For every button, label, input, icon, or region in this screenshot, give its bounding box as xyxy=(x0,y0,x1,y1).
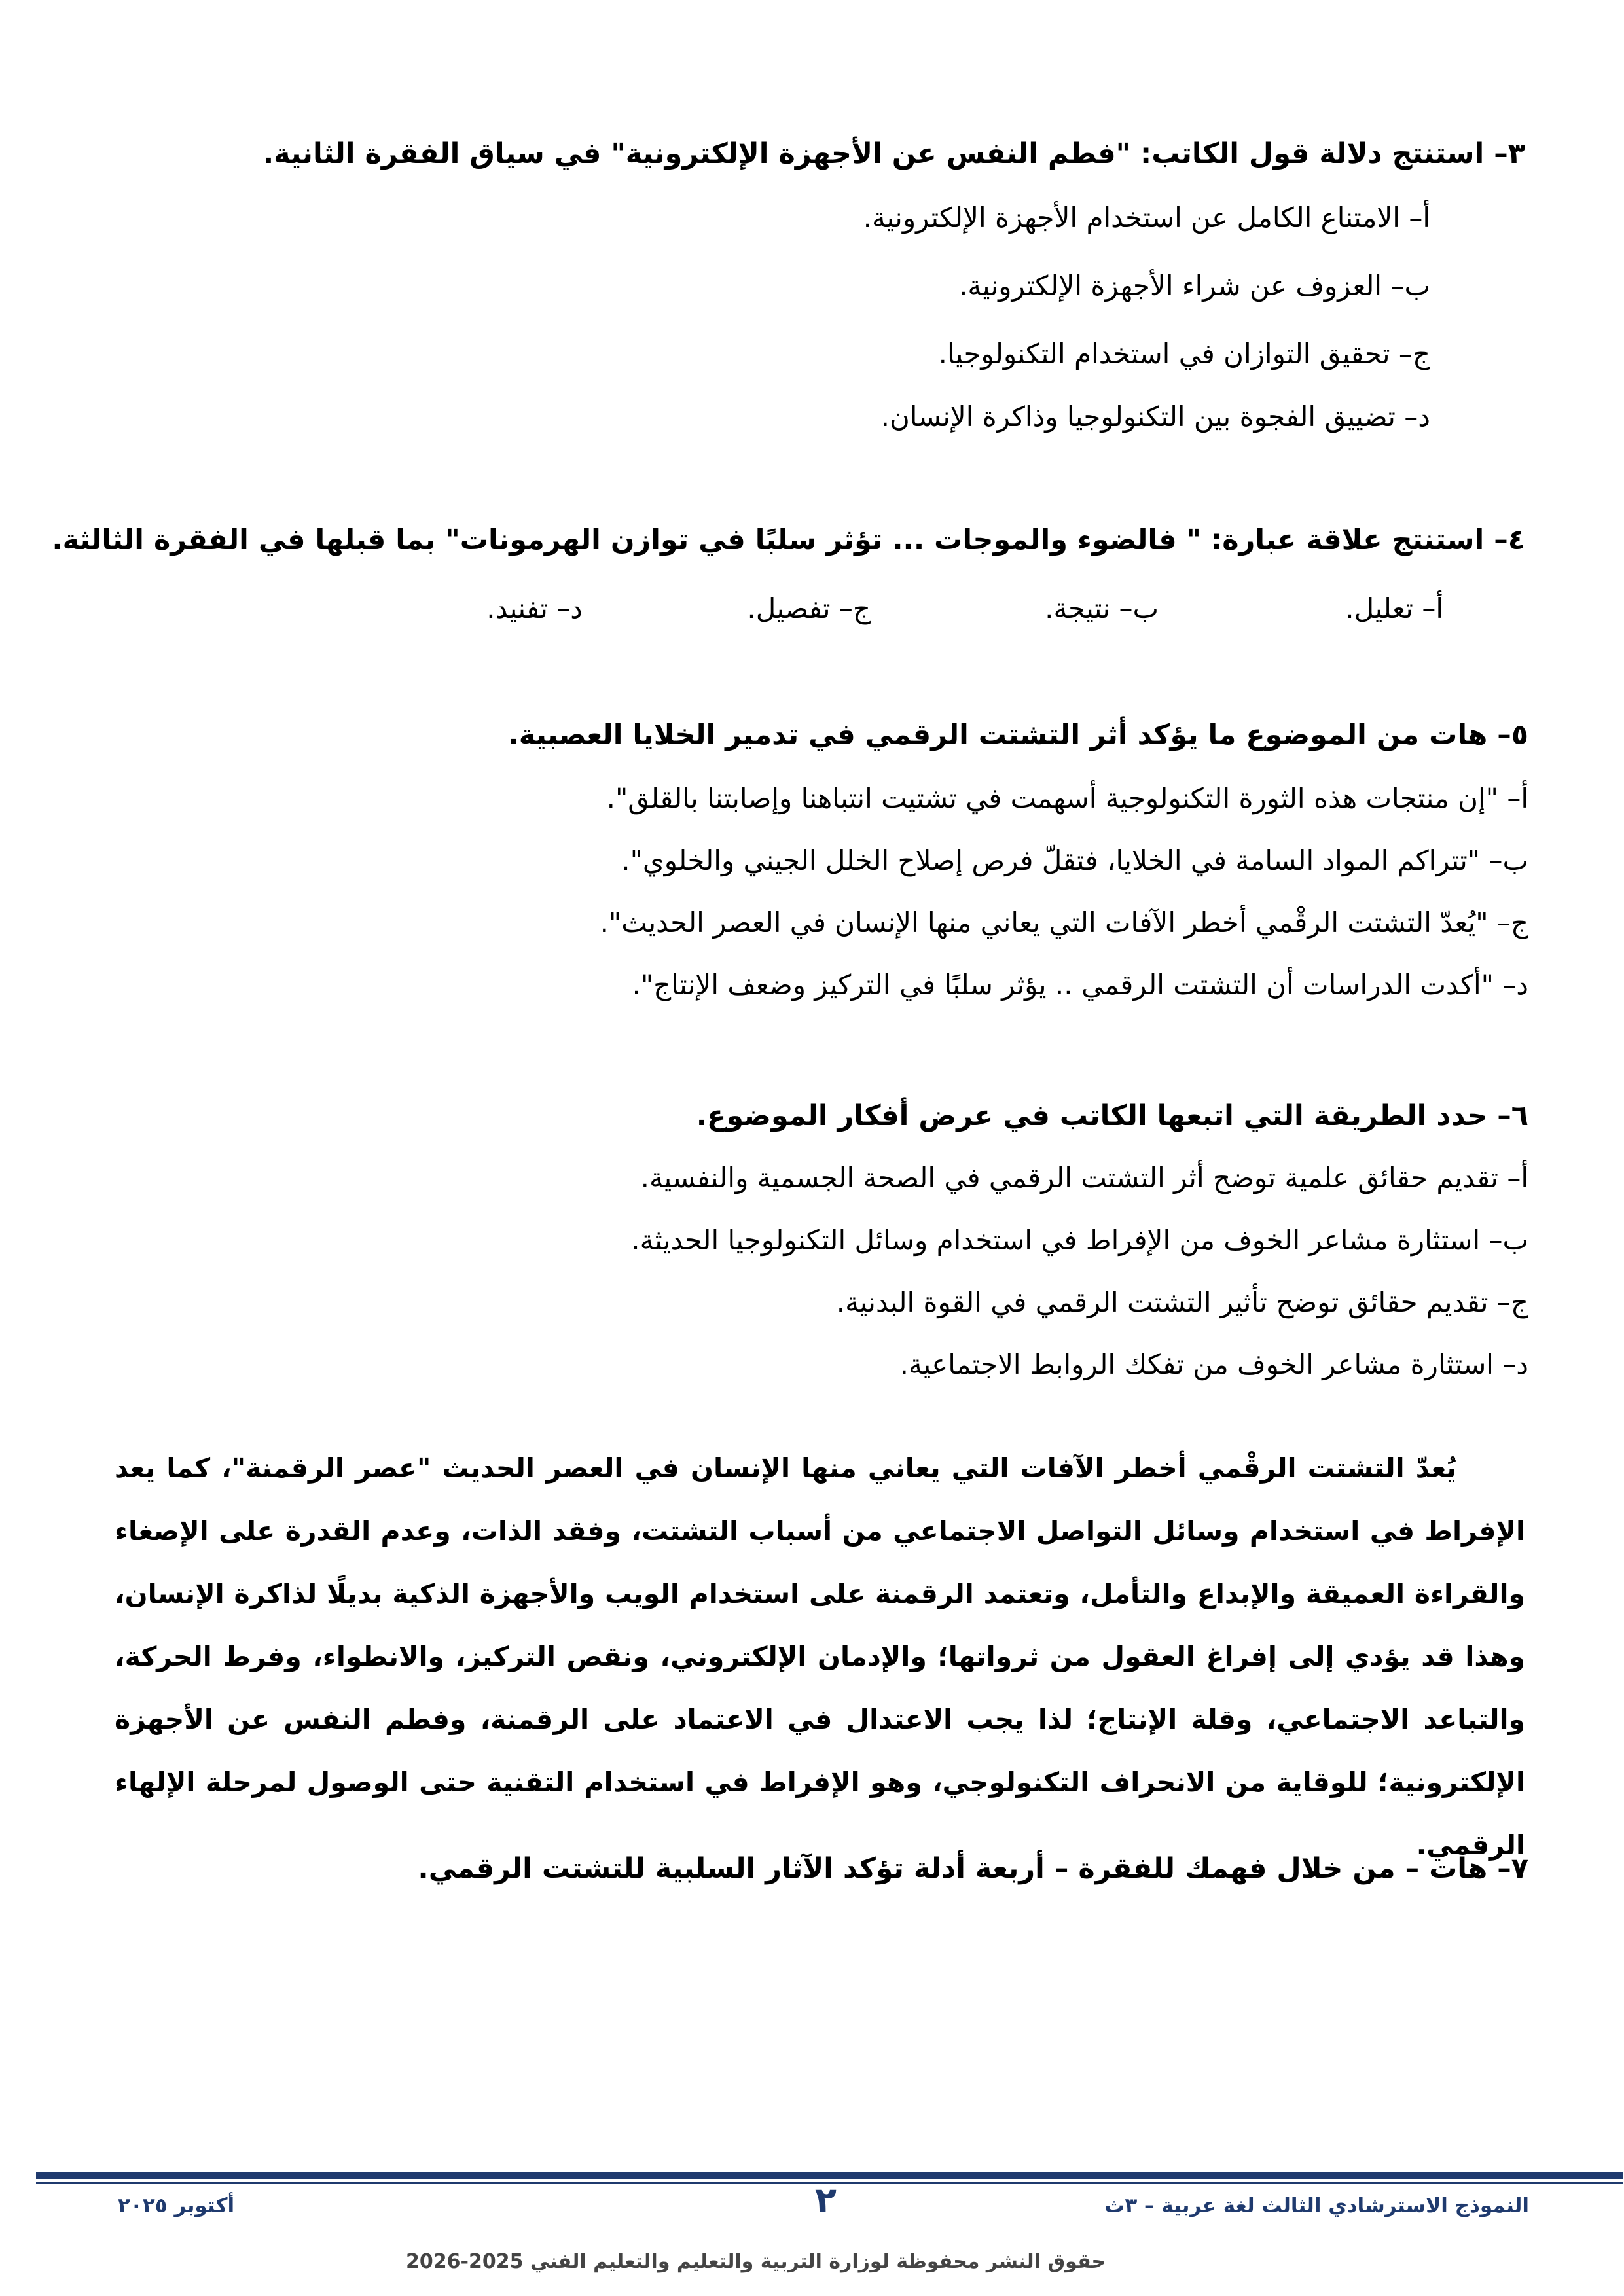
question-5 xyxy=(118,719,1528,753)
question-6-option-d: د– استثارة مشاعر الخوف من تفكك الروابط الاجتماعية. xyxy=(899,1348,1528,1380)
question-3-option-a: أ– الامتناع الكامل عن استخدام الأجهزة الإلكترونية. xyxy=(863,202,1430,234)
question-5-title: ٥– هات من الموضوع ما يؤكد أثر التشتت الرقمي في تدمير الخلايا العصبية. xyxy=(508,719,1528,751)
question-6-title: ٦– حدد الطريقة التي اتبعها الكاتب في عرض أفكار الموضوع. xyxy=(696,1100,1528,1132)
question-5-option-b: ب– "تتراكم المواد السامة في الخلايا، فتقلّ فرص إصلاح الخلل الجيني والخلوي". xyxy=(621,844,1528,876)
footer-exam-title: النموذج الاسترشادي الثالث لغة عربية – ٣ث xyxy=(1104,2194,1529,2217)
question-3-option-d: د– تضييق الفجوة بين التكنولوجيا وذاكرة الإنسان. xyxy=(880,401,1430,433)
question-7-title: ٧– هات – من خلال فهمك للفقرة – أربعة أدلة تؤكد الآثار السلبية للتشتت الرقمي. xyxy=(418,1852,1528,1885)
question-6-option-b: ب– استثارة مشاعر الخوف من الإفراط في استخدام وسائل التكنولوجيا الحديثة. xyxy=(631,1224,1528,1256)
question-3-title: ٣– استنتج دلالة قول الكاتب: "فطم النفس عن الأجهزة الإلكترونية" في سياق الفقرة الثانية. xyxy=(262,137,1525,170)
question-4-option-c: ج– تفصيل. xyxy=(747,592,871,624)
exam-page-content xyxy=(52,0,1528,2147)
question-4 xyxy=(52,524,1525,558)
question-3 xyxy=(115,137,1525,171)
footer-date: أكتوبر ٢٠٢٥ xyxy=(118,2194,235,2217)
footer-divider-thick xyxy=(36,2172,1623,2179)
question-5-option-d: د– "أكدت الدراسات أن التشتت الرقمي .. يؤثر سلبًا في التركيز وضعف الإنتاج". xyxy=(632,969,1528,1001)
question-5-option-a: أ– "إن منتجات هذه الثورة التكنولوجية أسهمت في تشتيت انتباهنا وإصابتنا بالقلق". xyxy=(606,782,1528,814)
question-4-option-b: ب– نتيجة. xyxy=(1045,592,1159,624)
question-7 xyxy=(118,1852,1528,1886)
question-6-option-a: أ– تقديم حقائق علمية توضح أثر التشتت الرقمي في الصحة الجسمية والنفسية. xyxy=(640,1162,1528,1194)
copyright-notice: حقوق النشر محفوظة لوزارة التربية والتعليم والتعليم الفني 2025-2026 xyxy=(406,2250,1106,2273)
question-4-option-d: د– تفنيد. xyxy=(486,592,583,624)
question-3-option-c: ج– تحقيق التوازان في استخدام التكنولوجيا. xyxy=(938,338,1430,370)
question-5-option-c: ج– "يُعدّ التشتت الرقْمي أخطر الآفات التي يعاني منها الإنسان في العصر الحديث". xyxy=(600,906,1528,939)
question-4-option-a: أ– تعليل. xyxy=(1345,592,1443,624)
question-4-title: ٤– استنتج علاقة عبارة: " فالضوء والموجات ... تؤثر سلبًا في توازن الهرمونات" بما قبلها في الفقرة الثالثة. xyxy=(52,524,1525,556)
question-3-option-b: ب– العزوف عن شراء الأجهزة الإلكترونية. xyxy=(959,270,1430,302)
reading-passage: يُعدّ التشتت الرقْمي أخطر الآفات التي يعاني منها الإنسان في العصر الحديث "عصر الرقمنة"، كما يعد الإفراط في استخدام وسائل التواصل الاجتماعي من أسباب التشتت، وفقد الذات، وعدم القدرة على الإصغاء والقراءة العميقة والإبداع والتأمل، وتعتمد الرقمنة على استخدام الويب والأجهزة الذكية بديلًا لذاكرة الإنسان، وهذا قد يؤدي إلى إفراغ العقول من ثرواتها؛ والإدمان الإلكتروني، ونقص التركيز، والانطواء، وفرط الحركة، والتباعد الاجتماعي، وقلة الإنتاج؛ لذا يجب الاعتدال في الاعتماد على الرقمنة، وفطم النفس عن الأجهزة الإلكترونية؛ للوقاية من الانحراف التكنولوجي، وهو الإفراط في استخدام التقنية حتى الوصول لمرحلة الإلهاء الرقمي. xyxy=(115,1452,1525,1861)
page-number: ٢ xyxy=(815,2179,837,2221)
question-6 xyxy=(118,1100,1528,1134)
question-6-option-c: ج– تقديم حقائق توضح تأثير التشتت الرقمي في القوة البدنية. xyxy=(836,1286,1528,1318)
